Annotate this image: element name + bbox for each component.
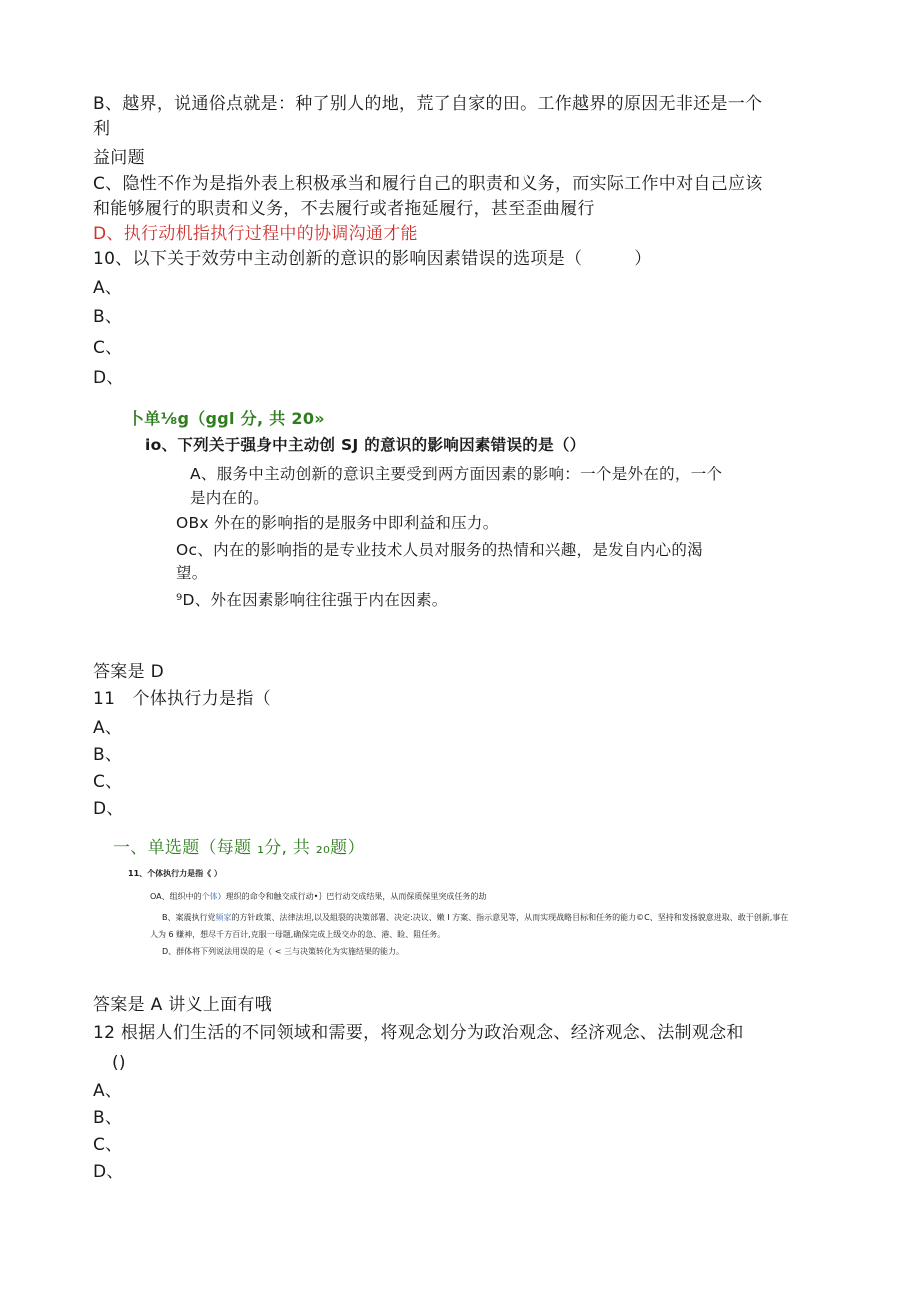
q11-option-b: B、 <box>93 745 123 765</box>
q9-option-c-line2: 和能够履行的职责和义务，不去履行或者拖延履行，甚至歪曲履行 <box>93 199 595 219</box>
q11-option-a: A、 <box>93 718 123 738</box>
q10-inset-option-b: OBx 外在的影响指的是服务中即利益和压力。 <box>176 514 499 532</box>
q12-question-line2: () <box>112 1053 126 1073</box>
q11-option-c: C、 <box>93 772 123 792</box>
q9-option-b-line2: 利 <box>93 119 111 139</box>
q12-option-a: A、 <box>93 1081 123 1101</box>
q10-inset-question: io、下列关于强身中主动创 SJ 的意识的影响因素错误的是（） <box>145 436 586 454</box>
q12-question-line1: 12 根据人们生活的不同领域和需要，将观念划分为政治观念、经济观念、法制观念和 <box>93 1023 744 1043</box>
q10-option-d: D、 <box>93 368 124 388</box>
q11-inset-header: 一、单选题（每题 ₁分, 共 ₂₀题） <box>113 838 365 858</box>
q9-option-c-line1: C、隐性不作为是指外表上积极承当和履行自己的职责和义务，而实际工作中对自己应该 <box>93 174 763 194</box>
q11-inset-option-a-post: ）理织的命令和触交成行动•｝巴行动交成结果，从而保质保里突成任务的劫 <box>217 892 487 901</box>
q11-question: 11 个体执行力是指（ <box>93 689 271 709</box>
q10-answer: 答案是 D <box>93 662 164 682</box>
q11-inset-option-b-line1 <box>162 912 788 924</box>
q11-inset-option-a-pre: OA、组织中的 <box>150 892 202 901</box>
q10-inset-header: 卜单⅛g（ggl 分, 共 20» <box>128 409 325 428</box>
q12-option-d: D、 <box>93 1162 124 1182</box>
q10-inset-option-a-line1: A、服务中主动创新的意识主要受到两方面因素的影响：一个是外在的，一个 <box>190 465 723 483</box>
q11-inset-option-a <box>150 891 486 903</box>
q10-inset-option-a-line2: 是内在的。 <box>190 489 270 507</box>
q11-inset-option-b-post: 的方针政策、法律法坦,以及組裂的决策部署、决定:决议、嫩 I 方案、指示意见等，从而实现战略目标和任务的能力©C、坚持和发扬貌意进取、敢于创新,事在 <box>231 913 789 922</box>
q11-inset-option-b-pre: B、案震执行党 <box>162 913 216 922</box>
q10-inset-option-d: ⁹D、外在因素影响往往强于内在因素。 <box>176 591 448 609</box>
q9-option-b-line1: B、越界，说通俗点就是：种了别人的地，荒了自家的田。工作越界的原因无非还是一个 <box>93 94 763 114</box>
q10-option-a: A、 <box>93 278 123 298</box>
q11-option-d: D、 <box>93 799 124 819</box>
q12-option-b: B、 <box>93 1108 123 1128</box>
q11-inset-option-b-line2: 人为 6 赚神，想尽千方百计,克服一母题,确保完成上级交办的急、港、睑、阻任务。 <box>150 930 446 939</box>
q11-inset-option-d: D、群体将下列说法用误的是（ < 三与决策转化为实施结果的能力。 <box>162 947 404 956</box>
q10-option-c: C、 <box>93 338 123 358</box>
q12-option-c: C、 <box>93 1135 123 1155</box>
q9-option-d: D、执行动机指执行过程中的协调沟通才能 <box>93 224 418 244</box>
q10-inset-option-c-line2: 望。 <box>176 564 208 582</box>
q10-question: 10、以下关于效劳中主动创新的意识的影响因素错误的选项是（ ） <box>93 249 652 269</box>
q11-answer: 答案是 A 讲义上面有哦 <box>93 995 273 1015</box>
q11-inset-option-b-highlight: 频家 <box>215 913 232 922</box>
q11-inset-question: 11、个体执行力是指《 ） <box>128 869 222 878</box>
q10-inset-option-c-line1: Oc、内在的影响指的是专业技术人员对服务的热情和兴趣，是发自内心的渴 <box>176 541 703 559</box>
q10-option-b: B、 <box>93 307 123 327</box>
q11-inset-option-a-highlight: 个体 <box>201 892 218 901</box>
q9-option-b-line3: 益问题 <box>93 148 145 168</box>
